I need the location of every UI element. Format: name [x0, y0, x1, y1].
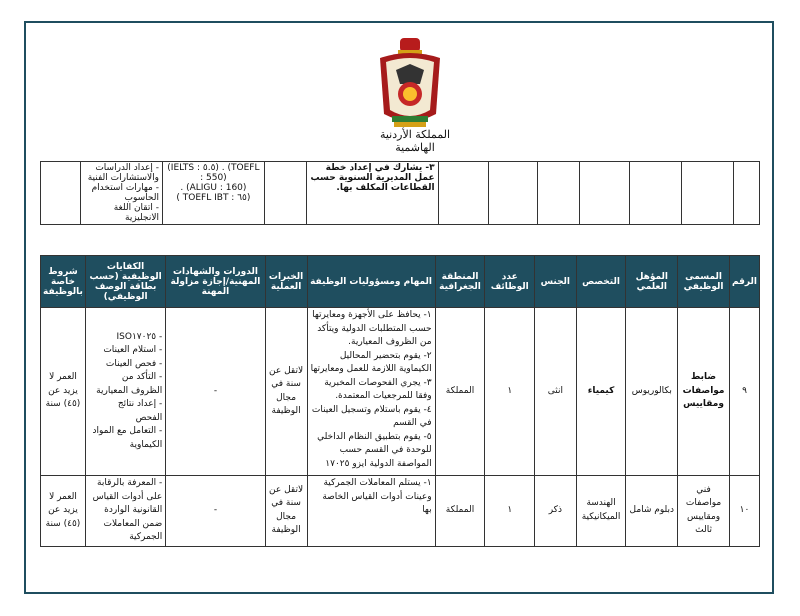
- row-title: فني مواصفات ومقاييس ثالث: [678, 476, 730, 547]
- row-duties: ١- يحافظ على الأجهزة ومعايرتها حسب المتطلبات الدولية ويتأكد من الظروف المعيارية. ٢- يقوم بتحضير المحاليل الكيماوية اللازمة للعمل ومعايرتها ٣- يجري الفحوصات المخبرية وفقا للمرجعيات المعتمدة. ٤- يقوم باستلام وتسجيل العينات في القسم ٥- يقوم بتطبيق النظام الداخلي للوحدة في القسم حسب المواصفة الدولية ايزو ١٧٠٢٥: [307, 308, 435, 476]
- continued-table: [40, 161, 760, 225]
- row-gender: ذكر: [535, 476, 577, 547]
- row-count: ١: [485, 476, 535, 547]
- row-num: ٩: [729, 308, 759, 476]
- row-experience: لاتقل عن سنة في مجال الوظيفة: [265, 476, 307, 547]
- header-special: شروط خاصة بالوظيفة: [41, 256, 86, 308]
- header-count: عدد الوظائف: [485, 256, 535, 308]
- competencies-cell: - إعداد الدراسات والاستشارات الفنية - مهارات استخدام الحاسوب - اتقان اللغة الانجليزية: [81, 162, 163, 225]
- row-competencies: - المعرفة بالرقابة على أدوات القياس القانونية الواردة ضمن المعاملات الجمركية: [85, 476, 165, 547]
- header-courses: الدورات والشهادات المهنية/إجازة مزاولة المهنة: [166, 256, 265, 308]
- row-count: ١: [485, 308, 535, 476]
- row-special: العمر لا يزيد عن (٤٥) سنة: [41, 476, 86, 547]
- row-region: المملكة: [435, 308, 485, 476]
- row-qualification: دبلوم شامل: [626, 476, 678, 547]
- jobs-table: [40, 255, 760, 547]
- row-region: المملكة: [435, 476, 485, 547]
- header-qualification: المؤهل العلمي: [626, 256, 678, 308]
- row-duties: ١- يستلم المعاملات الجمركية وعينات أدوات القياس الخاصة بها: [307, 476, 435, 547]
- row-specialization: الهندسة الميكانيكية: [576, 476, 626, 547]
- header-specialization: التخصص: [576, 256, 626, 308]
- table-row: [41, 476, 760, 547]
- header-region: المنطقة الجغرافية: [435, 256, 485, 308]
- table-header-row: [41, 256, 760, 308]
- duty-cell: ٣- يشارك في إعداد خطة عمل المديرية السنوية حسب القطاعات المكلف بها.: [306, 162, 438, 225]
- row-title: ضابط مواصفات ومقاييس: [678, 308, 730, 476]
- row-courses: -: [166, 308, 265, 476]
- table-row: [41, 308, 760, 476]
- header-experience: الخبرات العملية: [265, 256, 307, 308]
- header-title: المسمى الوظيفي: [678, 256, 730, 308]
- row-gender: انثى: [535, 308, 577, 476]
- jordan-coat-of-arms-icon: [370, 36, 450, 132]
- header-competencies: الكفايات الوظيفية (حسب بطاقة الوصف الوظيفي): [85, 256, 165, 308]
- row-specialization: كيمياء: [576, 308, 626, 476]
- header-gender: الجنس: [535, 256, 577, 308]
- row-experience: لاتقل عن سنة في مجال الوظيفة: [265, 308, 307, 476]
- row-qualification: بكالوريوس: [626, 308, 678, 476]
- table-row: [41, 162, 760, 225]
- kingdom-name: المملكة الأردنية الهاشمية: [379, 128, 451, 154]
- courses-cell: (IELTS : ٥.٥) . (TOEFL : 550) . (ALIGU : 160) ( TOEFL IBT : ٦٥): [162, 162, 264, 225]
- row-competencies: - ISO١٧٠٢٥ - استلام العينات - فحص العينات - التأكد من الظروف المعيارية - إعداد نتائج الفحص - التعامل مع المواد الكيماوية: [85, 308, 165, 476]
- row-special: العمر لا يزيد عن (٤٥) سنة: [41, 308, 86, 476]
- row-num: ١٠: [729, 476, 759, 547]
- header-num: الرقم: [729, 256, 759, 308]
- row-courses: -: [166, 476, 265, 547]
- header-duties: المهام ومسؤوليات الوظيفة: [307, 256, 435, 308]
